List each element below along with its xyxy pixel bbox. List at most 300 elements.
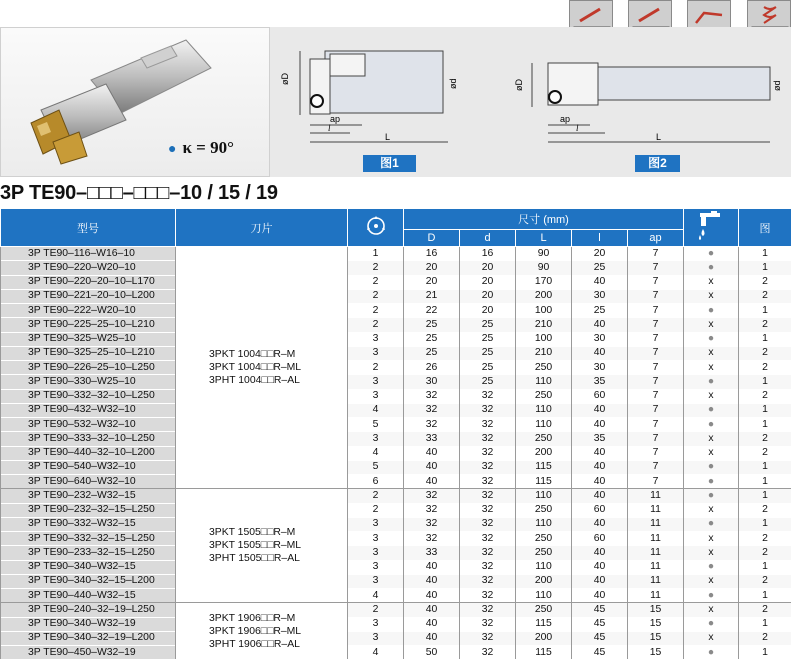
cell-d: 32 (460, 432, 516, 446)
cell-d: 32 (460, 403, 516, 417)
cell-model: 3P TE90–233–32–15–L250 (1, 546, 176, 560)
dimension-diagrams (270, 27, 791, 177)
cell-coolant: ● (684, 475, 739, 489)
cell-l: 40 (572, 346, 628, 360)
cell-D: 20 (404, 275, 460, 289)
header-D: D (404, 229, 460, 246)
header-L: L (516, 229, 572, 246)
cell-L: 200 (516, 289, 572, 303)
cell-insert-group (176, 603, 348, 660)
cell-model: 3P TE90–340–32–15–L200 (1, 574, 176, 588)
table-row (1, 361, 791, 375)
cell-d: 32 (460, 603, 516, 617)
cell-figure: 2 (739, 503, 791, 517)
cell-coolant: x (684, 275, 739, 289)
cell-d: 25 (460, 318, 516, 332)
cell-d: 25 (460, 346, 516, 360)
dim-l-label: l (328, 123, 331, 133)
cell-figure: 2 (739, 546, 791, 560)
cell-ap: 11 (628, 503, 684, 517)
cell-l: 40 (572, 446, 628, 460)
cell-D: 40 (404, 574, 460, 588)
cell-ap: 7 (628, 389, 684, 403)
cell-D: 40 (404, 446, 460, 460)
cell-d: 32 (460, 546, 516, 560)
cell-d: 16 (460, 247, 516, 261)
header-size-group: 尺寸 (mm) (404, 209, 684, 230)
table-row (1, 646, 791, 660)
cell-ap: 11 (628, 517, 684, 531)
cell-teeth: 3 (348, 346, 404, 360)
cell-ap: 11 (628, 489, 684, 503)
cell-model: 3P TE90–450–W32–19 (1, 646, 176, 660)
cell-ap: 7 (628, 432, 684, 446)
cell-l: 40 (572, 517, 628, 531)
cell-model: 3P TE90–640–W32–10 (1, 475, 176, 489)
cell-coolant: ● (684, 403, 739, 417)
cell-model: 3P TE90–340–W32–19 (1, 617, 176, 631)
cell-ap: 11 (628, 560, 684, 574)
spec-table-body (1, 247, 791, 660)
cell-model: 3P TE90–333–32–10–L250 (1, 432, 176, 446)
cell-L: 200 (516, 446, 572, 460)
cell-D: 32 (404, 403, 460, 417)
cell-d: 32 (460, 446, 516, 460)
cell-figure: 2 (739, 289, 791, 303)
cell-figure: 1 (739, 617, 791, 631)
cell-ap: 15 (628, 617, 684, 631)
cell-coolant: ● (684, 332, 739, 346)
cell-D: 26 (404, 361, 460, 375)
cell-figure: 1 (739, 646, 791, 660)
cell-L: 90 (516, 247, 572, 261)
cell-coolant: ● (684, 418, 739, 432)
cell-teeth: 2 (348, 489, 404, 503)
cell-d: 32 (460, 475, 516, 489)
cell-l: 60 (572, 503, 628, 517)
cell-d: 32 (460, 646, 516, 660)
dim-ap-label: ap (330, 114, 341, 124)
table-row (1, 617, 791, 631)
table-row (1, 446, 791, 460)
cell-D: 33 (404, 432, 460, 446)
cell-l: 40 (572, 275, 628, 289)
dim-ap-label-2: ap (560, 114, 571, 124)
cell-model: 3P TE90–332–W32–15 (1, 517, 176, 531)
cell-L: 110 (516, 489, 572, 503)
cell-l: 40 (572, 475, 628, 489)
cell-insert-group (176, 247, 348, 489)
cell-model: 3P TE90–225–25–10–L210 (1, 318, 176, 332)
cell-figure: 1 (739, 403, 791, 417)
cell-l: 45 (572, 617, 628, 631)
insert-code: 3PKT 1505□□R–ML (209, 540, 302, 552)
cell-teeth: 2 (348, 275, 404, 289)
cell-teeth: 2 (348, 304, 404, 318)
cell-ap: 7 (628, 261, 684, 275)
cell-coolant: x (684, 574, 739, 588)
cell-ap: 7 (628, 318, 684, 332)
cell-model: 3P TE90–432–W32–10 (1, 403, 176, 417)
cell-L: 250 (516, 532, 572, 546)
cell-teeth: 5 (348, 418, 404, 432)
cell-d: 32 (460, 617, 516, 631)
cell-L: 110 (516, 589, 572, 603)
table-row (1, 603, 791, 617)
cell-model: 3P TE90–116–W16–10 (1, 247, 176, 261)
cell-D: 40 (404, 560, 460, 574)
cell-ap: 15 (628, 631, 684, 645)
cell-l: 40 (572, 560, 628, 574)
cell-L: 210 (516, 318, 572, 332)
cell-D: 21 (404, 289, 460, 303)
dimension-drawing (270, 27, 791, 177)
cell-coolant: ● (684, 589, 739, 603)
table-row (1, 546, 791, 560)
cell-D: 40 (404, 603, 460, 617)
cell-L: 115 (516, 646, 572, 660)
cell-teeth: 2 (348, 318, 404, 332)
cell-model: 3P TE90–540–W32–10 (1, 460, 176, 474)
cell-D: 40 (404, 475, 460, 489)
cell-l: 40 (572, 589, 628, 603)
table-row (1, 503, 791, 517)
cell-model: 3P TE90–332–32–15–L250 (1, 532, 176, 546)
cell-ap: 7 (628, 418, 684, 432)
cell-D: 25 (404, 318, 460, 332)
cell-figure: 2 (739, 603, 791, 617)
cell-coolant: x (684, 446, 739, 460)
insert-code: 3PKT 1505□□R–M (209, 527, 296, 539)
cell-L: 250 (516, 389, 572, 403)
cell-ap: 7 (628, 460, 684, 474)
table-row (1, 532, 791, 546)
cell-L: 110 (516, 375, 572, 389)
cell-d: 32 (460, 517, 516, 531)
cell-ap: 7 (628, 403, 684, 417)
table-row (1, 389, 791, 403)
figure-1-label: 图1 (363, 155, 416, 172)
cell-coolant: x (684, 289, 739, 303)
table-row (1, 489, 791, 503)
cell-figure: 2 (739, 574, 791, 588)
cell-teeth: 2 (348, 603, 404, 617)
cell-D: 40 (404, 589, 460, 603)
cell-teeth: 2 (348, 261, 404, 275)
cell-figure: 1 (739, 560, 791, 574)
cell-model: 3P TE90–330–W25–10 (1, 375, 176, 389)
cell-teeth: 2 (348, 503, 404, 517)
header-model: 型号 (1, 209, 176, 247)
cell-teeth: 3 (348, 631, 404, 645)
cell-l: 40 (572, 546, 628, 560)
table-row (1, 289, 791, 303)
cell-figure: 2 (739, 389, 791, 403)
cell-ap: 7 (628, 361, 684, 375)
cell-d: 32 (460, 389, 516, 403)
insert-code: 3PHT 1505□□R–AL (209, 553, 300, 565)
cell-D: 32 (404, 532, 460, 546)
cell-figure: 1 (739, 517, 791, 531)
insert-code: 3PHT 1906□□R–AL (209, 638, 300, 650)
cell-model: 3P TE90–226–25–10–L250 (1, 361, 176, 375)
insert-code: 3PKT 1004□□R–M (209, 349, 296, 361)
cell-figure: 2 (739, 631, 791, 645)
cell-teeth: 3 (348, 532, 404, 546)
cell-teeth: 3 (348, 546, 404, 560)
cell-L: 110 (516, 517, 572, 531)
cell-teeth: 3 (348, 389, 404, 403)
cell-ap: 7 (628, 332, 684, 346)
cell-teeth: 3 (348, 560, 404, 574)
cell-figure: 2 (739, 532, 791, 546)
cell-model: 3P TE90–340–32–19–L200 (1, 631, 176, 645)
cell-model: 3P TE90–221–20–10–L200 (1, 289, 176, 303)
cell-figure: 2 (739, 318, 791, 332)
cell-model: 3P TE90–220–W20–10 (1, 261, 176, 275)
cell-D: 32 (404, 489, 460, 503)
cell-d: 32 (460, 574, 516, 588)
cell-D: 33 (404, 546, 460, 560)
dim-L-label-2: L (656, 132, 662, 142)
cell-L: 250 (516, 603, 572, 617)
cell-model: 3P TE90–440–W32–15 (1, 589, 176, 603)
cell-model: 3P TE90–240–32–19–L250 (1, 603, 176, 617)
insert-code: 3PHT 1004□□R–AL (209, 375, 300, 387)
header-figure: 图 (739, 209, 791, 247)
cell-l: 45 (572, 631, 628, 645)
cell-model: 3P TE90–440–32–10–L200 (1, 446, 176, 460)
cell-L: 115 (516, 475, 572, 489)
cell-teeth: 1 (348, 247, 404, 261)
cell-insert-group (176, 489, 348, 603)
cell-coolant: ● (684, 617, 739, 631)
cell-figure: 1 (739, 489, 791, 503)
insert-code: 3PKT 1906□□R–ML (209, 625, 302, 637)
cell-L: 100 (516, 304, 572, 318)
cell-L: 210 (516, 346, 572, 360)
cell-L: 110 (516, 403, 572, 417)
cell-L: 90 (516, 261, 572, 275)
cell-model: 3P TE90–325–W25–10 (1, 332, 176, 346)
cell-teeth: 2 (348, 361, 404, 375)
page-title: 3P TE90–□□□–□□□–10 / 15 / 19 (0, 182, 278, 204)
cell-coolant: x (684, 546, 739, 560)
dim-d-label-2: ød (772, 80, 782, 91)
cell-figure: 1 (739, 261, 791, 275)
cell-teeth: 3 (348, 375, 404, 389)
cell-coolant: ● (684, 304, 739, 318)
cell-figure: 1 (739, 304, 791, 318)
illustration-panel (0, 0, 791, 180)
approach-angle-label (168, 138, 234, 158)
cell-coolant: ● (684, 560, 739, 574)
insert-code: 3PKT 1906□□R–M (209, 612, 296, 624)
coolant-icon (684, 209, 739, 247)
cell-l: 25 (572, 304, 628, 318)
cell-ap: 7 (628, 304, 684, 318)
cell-D: 32 (404, 517, 460, 531)
cell-d: 32 (460, 560, 516, 574)
header-d: d (460, 229, 516, 246)
cell-model: 3P TE90–325–25–10–L210 (1, 346, 176, 360)
cell-coolant: ● (684, 375, 739, 389)
cell-D: 32 (404, 503, 460, 517)
cell-d: 20 (460, 289, 516, 303)
cell-d: 20 (460, 261, 516, 275)
cell-D: 40 (404, 617, 460, 631)
cell-figure: 1 (739, 589, 791, 603)
table-row (1, 574, 791, 588)
cell-D: 30 (404, 375, 460, 389)
cell-D: 40 (404, 460, 460, 474)
cell-model: 3P TE90–232–W32–15 (1, 489, 176, 503)
table-row (1, 432, 791, 446)
cell-D: 20 (404, 261, 460, 275)
table-row (1, 560, 791, 574)
header-insert: 刀片 (176, 209, 348, 247)
cell-ap: 7 (628, 446, 684, 460)
table-row (1, 275, 791, 289)
cell-L: 200 (516, 574, 572, 588)
cell-D: 50 (404, 646, 460, 660)
cell-teeth: 3 (348, 617, 404, 631)
cell-l: 35 (572, 432, 628, 446)
cell-teeth: 6 (348, 475, 404, 489)
cell-model: 3P TE90–220–20–10–L170 (1, 275, 176, 289)
cell-l: 20 (572, 247, 628, 261)
cell-d: 32 (460, 631, 516, 645)
kappa-text: κ = 90° (182, 138, 234, 157)
cell-teeth: 4 (348, 403, 404, 417)
cell-l: 35 (572, 375, 628, 389)
cell-figure: 1 (739, 475, 791, 489)
cell-coolant: ● (684, 646, 739, 660)
cell-l: 40 (572, 460, 628, 474)
cell-l: 40 (572, 574, 628, 588)
cell-figure: 2 (739, 432, 791, 446)
cell-d: 32 (460, 589, 516, 603)
cell-d: 25 (460, 361, 516, 375)
table-row (1, 375, 791, 389)
cell-l: 60 (572, 389, 628, 403)
cell-figure: 2 (739, 346, 791, 360)
cell-L: 110 (516, 560, 572, 574)
insert-code: 3PKT 1004□□R–ML (209, 362, 302, 374)
cell-figure: 1 (739, 332, 791, 346)
cell-d: 25 (460, 375, 516, 389)
table-row (1, 475, 791, 489)
cell-ap: 11 (628, 546, 684, 560)
table-row (1, 517, 791, 531)
teeth-count-icon (348, 209, 404, 247)
cell-coolant: x (684, 346, 739, 360)
cell-l: 40 (572, 418, 628, 432)
cell-l: 30 (572, 361, 628, 375)
table-row (1, 403, 791, 417)
cell-l: 45 (572, 646, 628, 660)
cell-model: 3P TE90–340–W32–15 (1, 560, 176, 574)
cell-l: 40 (572, 318, 628, 332)
cell-l: 30 (572, 289, 628, 303)
cell-coolant: ● (684, 247, 739, 261)
cell-L: 115 (516, 617, 572, 631)
cell-ap: 11 (628, 532, 684, 546)
cell-ap: 7 (628, 247, 684, 261)
cell-coolant: x (684, 361, 739, 375)
cell-d: 32 (460, 503, 516, 517)
cell-l: 40 (572, 489, 628, 503)
cell-coolant: x (684, 603, 739, 617)
table-row (1, 318, 791, 332)
cell-L: 115 (516, 460, 572, 474)
cell-model: 3P TE90–222–W20–10 (1, 304, 176, 318)
cell-L: 250 (516, 503, 572, 517)
cell-teeth: 4 (348, 446, 404, 460)
cell-coolant: x (684, 503, 739, 517)
header-ap: ap (628, 229, 684, 246)
cell-D: 25 (404, 332, 460, 346)
cell-teeth: 4 (348, 589, 404, 603)
cell-ap: 11 (628, 589, 684, 603)
cell-d: 32 (460, 489, 516, 503)
figure-2-label: 图2 (635, 155, 680, 172)
cell-ap: 15 (628, 603, 684, 617)
cell-coolant: x (684, 532, 739, 546)
table-row (1, 332, 791, 346)
cell-ap: 7 (628, 289, 684, 303)
cell-model: 3P TE90–232–32–15–L250 (1, 503, 176, 517)
dim-L-label: L (385, 132, 391, 142)
cell-D: 40 (404, 631, 460, 645)
cell-coolant: x (684, 631, 739, 645)
cell-figure: 2 (739, 446, 791, 460)
cell-L: 100 (516, 332, 572, 346)
cell-d: 20 (460, 275, 516, 289)
cell-d: 32 (460, 532, 516, 546)
dim-D-label: øD (280, 73, 290, 85)
cell-ap: 7 (628, 275, 684, 289)
cell-D: 25 (404, 346, 460, 360)
cell-coolant: ● (684, 489, 739, 503)
cell-D: 32 (404, 418, 460, 432)
table-row (1, 346, 791, 360)
table-row (1, 247, 791, 261)
cell-ap: 11 (628, 574, 684, 588)
cell-L: 250 (516, 432, 572, 446)
table-row (1, 418, 791, 432)
cell-figure: 2 (739, 275, 791, 289)
table-row (1, 261, 791, 275)
cell-d: 25 (460, 332, 516, 346)
bullet-icon: ● (168, 142, 177, 157)
spec-table (0, 208, 791, 659)
cell-l: 30 (572, 332, 628, 346)
cell-figure: 1 (739, 375, 791, 389)
cell-figure: 1 (739, 247, 791, 261)
cell-L: 110 (516, 418, 572, 432)
cell-figure: 2 (739, 361, 791, 375)
cell-L: 250 (516, 546, 572, 560)
cell-D: 32 (404, 389, 460, 403)
cell-teeth: 3 (348, 432, 404, 446)
cell-teeth: 3 (348, 517, 404, 531)
cell-teeth: 3 (348, 574, 404, 588)
table-row (1, 589, 791, 603)
cell-figure: 1 (739, 418, 791, 432)
cell-D: 22 (404, 304, 460, 318)
table-row (1, 460, 791, 474)
